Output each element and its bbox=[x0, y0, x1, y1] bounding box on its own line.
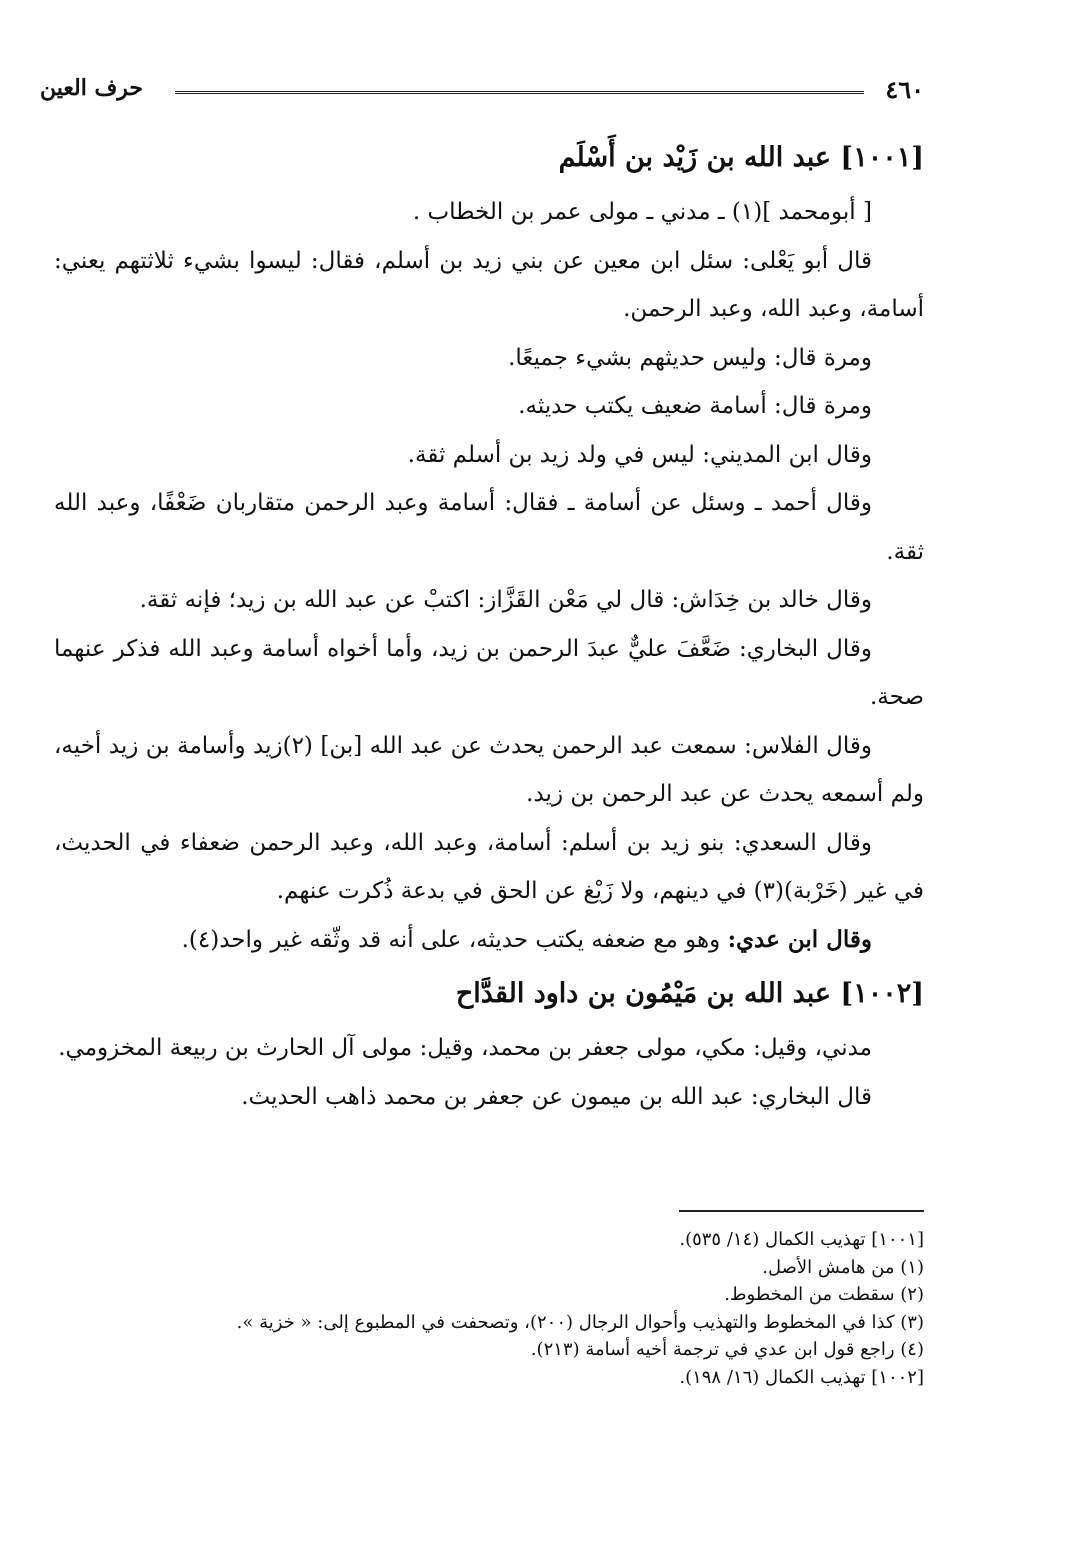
footnote: [١٠٠٢] تهذيب الكمال (١٦/ ١٩٨). bbox=[679, 1366, 924, 1388]
paragraph: قال أبو يَعْلى: سئل ابن معين عن بني زيد بن أسلم، فقال: ليسوا بشيء ثلاثتهم يعني: أسامة، وعبد الله، وعبد الرحمن. bbox=[54, 247, 924, 322]
page-header bbox=[40, 75, 924, 115]
paragraph bbox=[54, 916, 924, 965]
paragraph: وقال أحمد ـ وسئل عن أسامة ـ فقال: أسامة وعبد الرحمن متقاربان ضَعْفًا، وعبد الله ثقة. bbox=[54, 490, 924, 565]
running-title: حرف العين bbox=[40, 75, 144, 101]
paragraph: مدني، وقيل: مكي، مولى جعفر بن محمد، وقيل: مولى آل الحارث بن ربيعة المخزومي. bbox=[58, 1035, 872, 1061]
footnote: (٣) كذا في المخطوط والتهذيب وأحوال الرجال (٢٠٠)، وتصحفت في المطبوع إلى: « خزية ». bbox=[236, 1311, 924, 1333]
footnote: [١٠٠١] تهذيب الكمال (١٤/ ٥٣٥). bbox=[679, 1229, 924, 1250]
paragraph: وقال الفلاس: سمعت عبد الرحمن يحدث عن عبد الله [بن] (٢)زيد وأسامة بن زيد أخيه، ولم أسمعه يحدث عن عبد الرحمن بن زيد. bbox=[54, 732, 924, 807]
paragraph: وقال ابن المديني: ليس في ولد زيد بن أسلم ثقة. bbox=[407, 441, 872, 468]
entry-title: [١٠٠١] عبد الله بن زَيْد بن أَسْلَم bbox=[558, 142, 924, 173]
footnotes bbox=[54, 1210, 924, 1391]
header-rule bbox=[175, 91, 864, 94]
footnote-rule bbox=[679, 1210, 924, 1212]
footnote: (١) من هامش الأصل. bbox=[762, 1256, 924, 1278]
page-number: ٤٦٠ bbox=[885, 75, 924, 104]
footnote: (٢) سقطت من المخطوط. bbox=[724, 1284, 924, 1305]
paragraph: ومرة قال: أسامة ضعيف يكتب حديثه. bbox=[518, 393, 872, 419]
paragraph: [ أبومحمد ](١) ـ مدني ـ مولى عمر بن الخطاب . bbox=[412, 199, 872, 225]
paragraph-rest: وهو مع ضعفه يكتب حديثه، على أنه قد وثّقه غير واحد(٤). bbox=[181, 926, 728, 953]
paragraph: ومرة قال: وليس حديثهم بشيء جميعًا. bbox=[508, 344, 872, 371]
paragraph: وقال خالد بن خِدَاش: قال لي مَعْن القَزَّاز: اكتبْ عن عبد الله بن زيد؛ فإنه ثقة. bbox=[139, 587, 872, 613]
paragraph-lead: وقال ابن عدي: bbox=[727, 925, 872, 953]
main-text bbox=[54, 128, 924, 1121]
paragraph: قال البخاري: عبد الله بن ميمون عن جعفر بن محمد ذاهب الحديث. bbox=[241, 1083, 872, 1110]
paragraph: وقال البخاري: ضَعَّفَ عليٌّ عبدَ الرحمن بن زيد، وأما أخواه أسامة وعبد الله فذكر عنهما صحة. bbox=[54, 635, 924, 710]
entry-title: [١٠٠٢] عبد الله بن مَيْمُون بن داود القدَّاح bbox=[455, 978, 924, 1009]
paragraph: وقال السعدي: بنو زيد بن أسلم: أسامة، وعبد الله، وعبد الرحمن ضعفاء في الحديث، في غير (خَرْبة)(٣) في دينهم، ولا زَيْغ عن الحق في بدعة ذُكرت عنهم. bbox=[54, 829, 924, 904]
footnote: (٤) راجع قول ابن عدي في ترجمة أخيه أسامة (٢١٣). bbox=[530, 1339, 924, 1360]
